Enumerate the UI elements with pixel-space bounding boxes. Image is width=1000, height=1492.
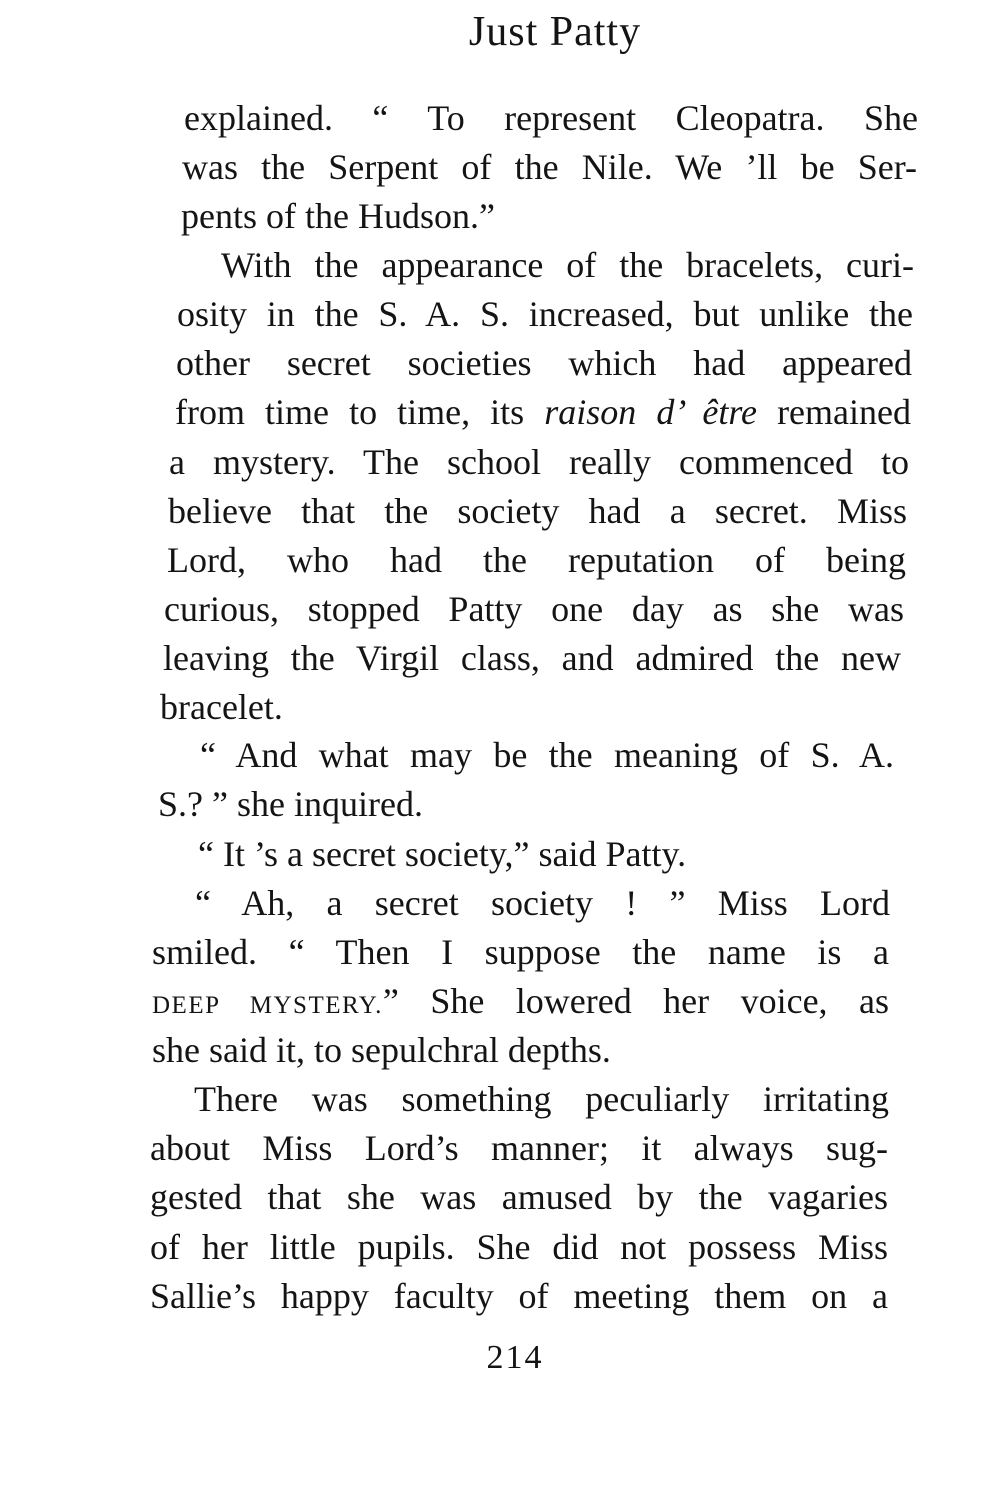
- text-line: “ Ah, a secret society ! ” Miss Lord: [195, 883, 890, 923]
- text-line: other secret societies which had appeared: [176, 343, 912, 383]
- text-line: With the appearance of the bracelets, curi-: [221, 245, 914, 285]
- text-span: from time to time, its: [175, 392, 545, 432]
- text-line: she said it, to sepulchral depths.: [152, 1030, 611, 1070]
- text-line: a mystery. The school really commenced to: [169, 442, 909, 482]
- text-line: bracelet.: [160, 687, 283, 727]
- text-line: osity in the S. A. S. increased, but unlike the: [177, 294, 913, 334]
- text-line: Lord, who had the reputation of being: [167, 540, 906, 580]
- text-line: curious, stopped Patty one day as she was: [164, 589, 904, 629]
- text-line: S.? ” she inquired.: [158, 784, 423, 824]
- page-number: 214: [486, 1339, 544, 1376]
- text-line: [175, 390, 911, 434]
- text-span: ” She lowered her voice, as: [382, 981, 889, 1021]
- text-line: explained. “ To represent Cleopatra. She: [184, 98, 918, 138]
- text-line: “ And what may be the meaning of S. A.: [200, 735, 894, 775]
- text-line: pents of the Hudson.”: [181, 196, 495, 236]
- text-line: leaving the Virgil class, and admired the new: [163, 638, 901, 678]
- text-line: [152, 979, 889, 1028]
- small-caps-phrase: DEEP MYSTERY.: [152, 992, 383, 1019]
- running-title: Just Patty: [468, 9, 642, 55]
- text-line: smiled. “ Then I suppose the name is a: [152, 932, 889, 972]
- text-line: of her little pupils. She did not possess Miss: [150, 1227, 888, 1267]
- text-line: gested that she was amused by the vagaries: [150, 1177, 888, 1217]
- italic-phrase: raison d’ être: [544, 392, 758, 432]
- text-line: There was something peculiarly irritating: [194, 1079, 889, 1119]
- text-line: “ It ’s a secret society,” said Patty.: [198, 834, 687, 874]
- text-span: remained: [757, 392, 911, 432]
- text-line: about Miss Lord’s manner; it always sug-: [150, 1128, 888, 1168]
- text-line: believe that the society had a secret. Miss: [168, 491, 907, 531]
- text-line: was the Serpent of the Nile. We ’ll be Ser-: [182, 147, 917, 187]
- text-line: Sallie’s happy faculty of meeting them on a: [150, 1276, 888, 1316]
